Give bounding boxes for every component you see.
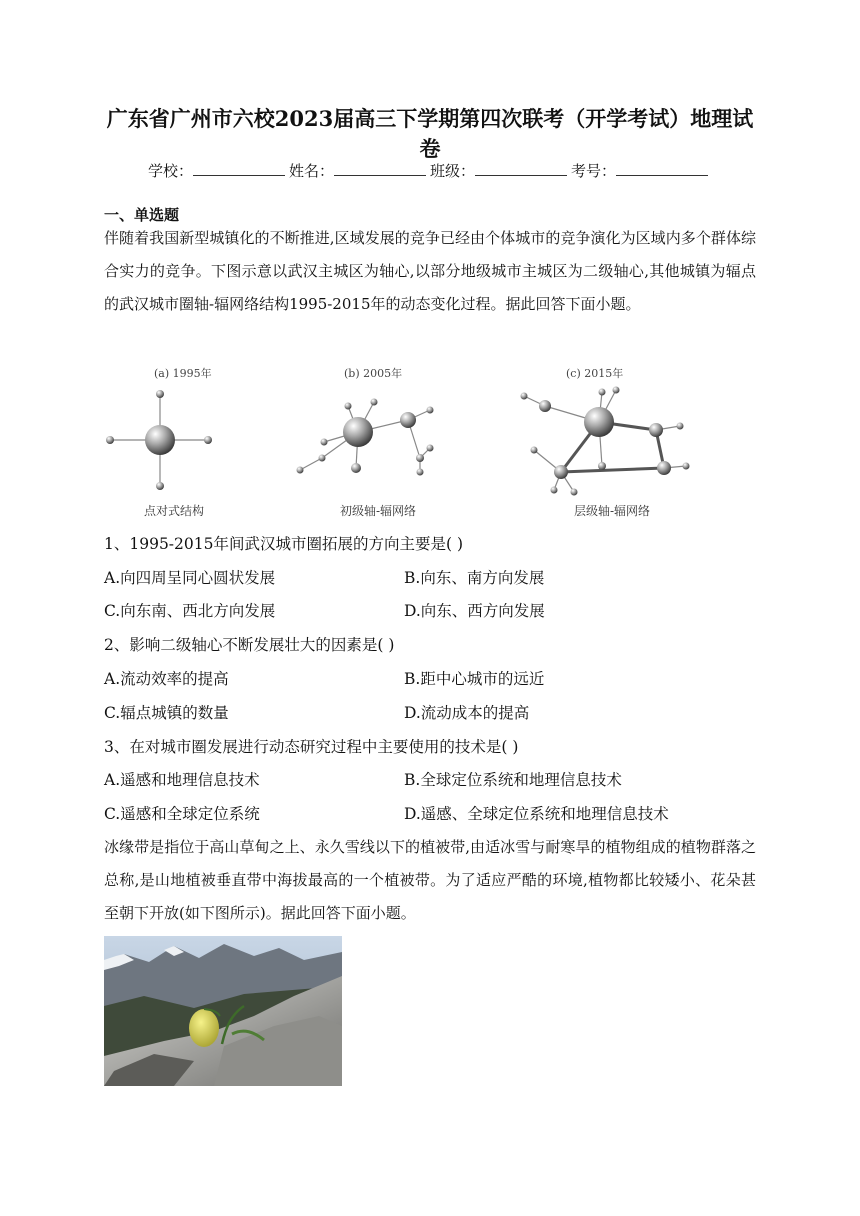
question-2-option-a[interactable]: A.流动效率的提高	[104, 670, 229, 688]
question-3-option-a[interactable]: A.遥感和地理信息技术	[104, 771, 260, 789]
network-figure	[104, 360, 704, 522]
panel-a-label: (a) 1995年	[154, 367, 212, 380]
school-field[interactable]	[193, 161, 285, 176]
passage-2: 冰缘带是指位于高山草甸之上、永久雪线以下的植被带,由适冰雪与耐寒旱的植物组成的植物群落之总称,是山地植被垂直带中海拔最高的一个植被带。为了适应严酷的环境,植物都比较矮小、花朵甚至朝下开放(如下图所示)。据此回答下面小题。	[104, 838, 756, 922]
question-1-option-c[interactable]: C.向东南、西北方向发展	[104, 602, 276, 620]
name-label: 姓名：	[288, 162, 334, 180]
question-3-option-d[interactable]: D.遥感、全球定位系统和地理信息技术	[404, 805, 669, 823]
question-2-option-c[interactable]: C.辐点城镇的数量	[104, 704, 229, 722]
question-1-stem: 1、1995-2015年间武汉城市圈拓展的方向主要是( )	[104, 535, 464, 553]
panel-b-caption: 初级轴-辐网络	[340, 504, 417, 518]
question-3-option-b[interactable]: B.全球定位系统和地理信息技术	[404, 771, 622, 789]
panel-c-caption: 层级轴-辐网络	[574, 504, 651, 518]
question-1-option-a[interactable]: A.向四周呈同心圆状发展	[104, 569, 276, 587]
school-label: 学校：	[147, 162, 193, 180]
question-2-stem: 2、影响二级轴心不断发展壮大的因素是( )	[104, 636, 395, 654]
number-field[interactable]	[616, 161, 708, 176]
section-title: 一、单选题	[104, 206, 180, 224]
panel-a-caption: 点对式结构	[144, 504, 205, 518]
panel-b-label: (b) 2005年	[344, 367, 403, 380]
class-label: 班级：	[430, 162, 476, 180]
panel-c-label: (c) 2015年	[566, 367, 624, 380]
wuhan-node-icon	[145, 425, 175, 455]
alpine-flower-photo	[104, 936, 342, 1086]
question-3-option-c[interactable]: C.遥感和全球定位系统	[104, 805, 260, 823]
student-info-line	[0, 160, 860, 182]
question-1-option-d[interactable]: D.向东、西方向发展	[404, 602, 545, 620]
question-3-stem: 3、在对城市圈发展进行动态研究过程中主要使用的技术是( )	[104, 738, 519, 756]
page-title: 广东省广州市六校2023届高三下学期第四次联考（开学考试）地理试卷	[106, 106, 754, 161]
class-field[interactable]	[475, 161, 567, 176]
question-2-option-b[interactable]: B.距中心城市的远近	[404, 670, 545, 688]
number-label: 考号：	[571, 162, 617, 180]
question-2-option-d[interactable]: D.流动成本的提高	[404, 704, 530, 722]
passage-1: 伴随着我国新型城镇化的不断推进,区域发展的竞争已经由个体城市的竞争演化为区域内多个群体综合实力的竞争。下图示意以武汉主城区为轴心,以部分地级城市主城区为二级轴心,其他城镇为辐点的武汉城市圈轴-辐网络结构1995-2015年的动态变化过程。据此回答下面小题。	[104, 229, 756, 313]
question-1-option-b[interactable]: B.向东、南方向发展	[404, 569, 545, 587]
name-field[interactable]	[334, 161, 426, 176]
